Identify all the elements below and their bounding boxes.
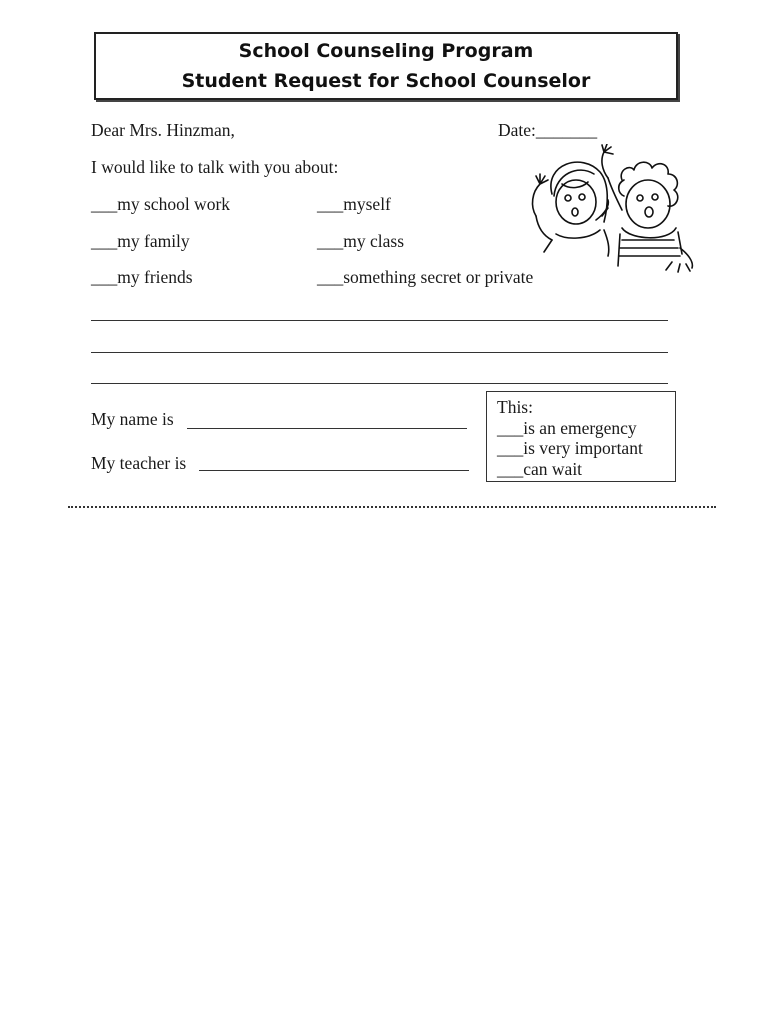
form-title-line-1: School Counseling Program <box>238 40 534 62</box>
response-line-3[interactable] <box>91 383 668 384</box>
teacher-field-line[interactable] <box>199 470 469 471</box>
response-line-2[interactable] <box>91 352 668 353</box>
topic-family[interactable]: ___my family <box>91 231 190 251</box>
cut-line <box>68 506 716 508</box>
topic-secret[interactable]: ___something secret or private <box>317 267 534 287</box>
two-children-raising-hands-icon <box>522 144 700 274</box>
urgency-heading: This: <box>497 397 533 417</box>
topic-myself[interactable]: ___myself <box>317 194 391 214</box>
date-field[interactable]: Date:_______ <box>498 120 598 140</box>
response-line-1[interactable] <box>91 320 668 321</box>
urgency-emergency[interactable]: ___is an emergency <box>497 417 637 438</box>
greeting: Dear Mrs. Hinzman, <box>91 120 235 140</box>
topic-class[interactable]: ___my class <box>317 231 405 251</box>
prompt-text: I would like to talk with you about: <box>91 157 339 177</box>
urgency-box <box>486 391 676 482</box>
urgency-very-important[interactable]: ___is very important <box>497 438 643 458</box>
name-label: My name is <box>91 409 174 429</box>
topic-friends[interactable]: ___my friends <box>91 267 193 287</box>
name-field-line[interactable] <box>187 428 467 429</box>
topic-school-work[interactable]: ___my school work <box>91 194 231 214</box>
form-title-line-2: Student Request for School Counselor <box>181 70 591 92</box>
form-title-box <box>94 32 678 100</box>
urgency-can-wait[interactable]: ___can wait <box>497 458 583 479</box>
teacher-label: My teacher is <box>91 453 187 473</box>
